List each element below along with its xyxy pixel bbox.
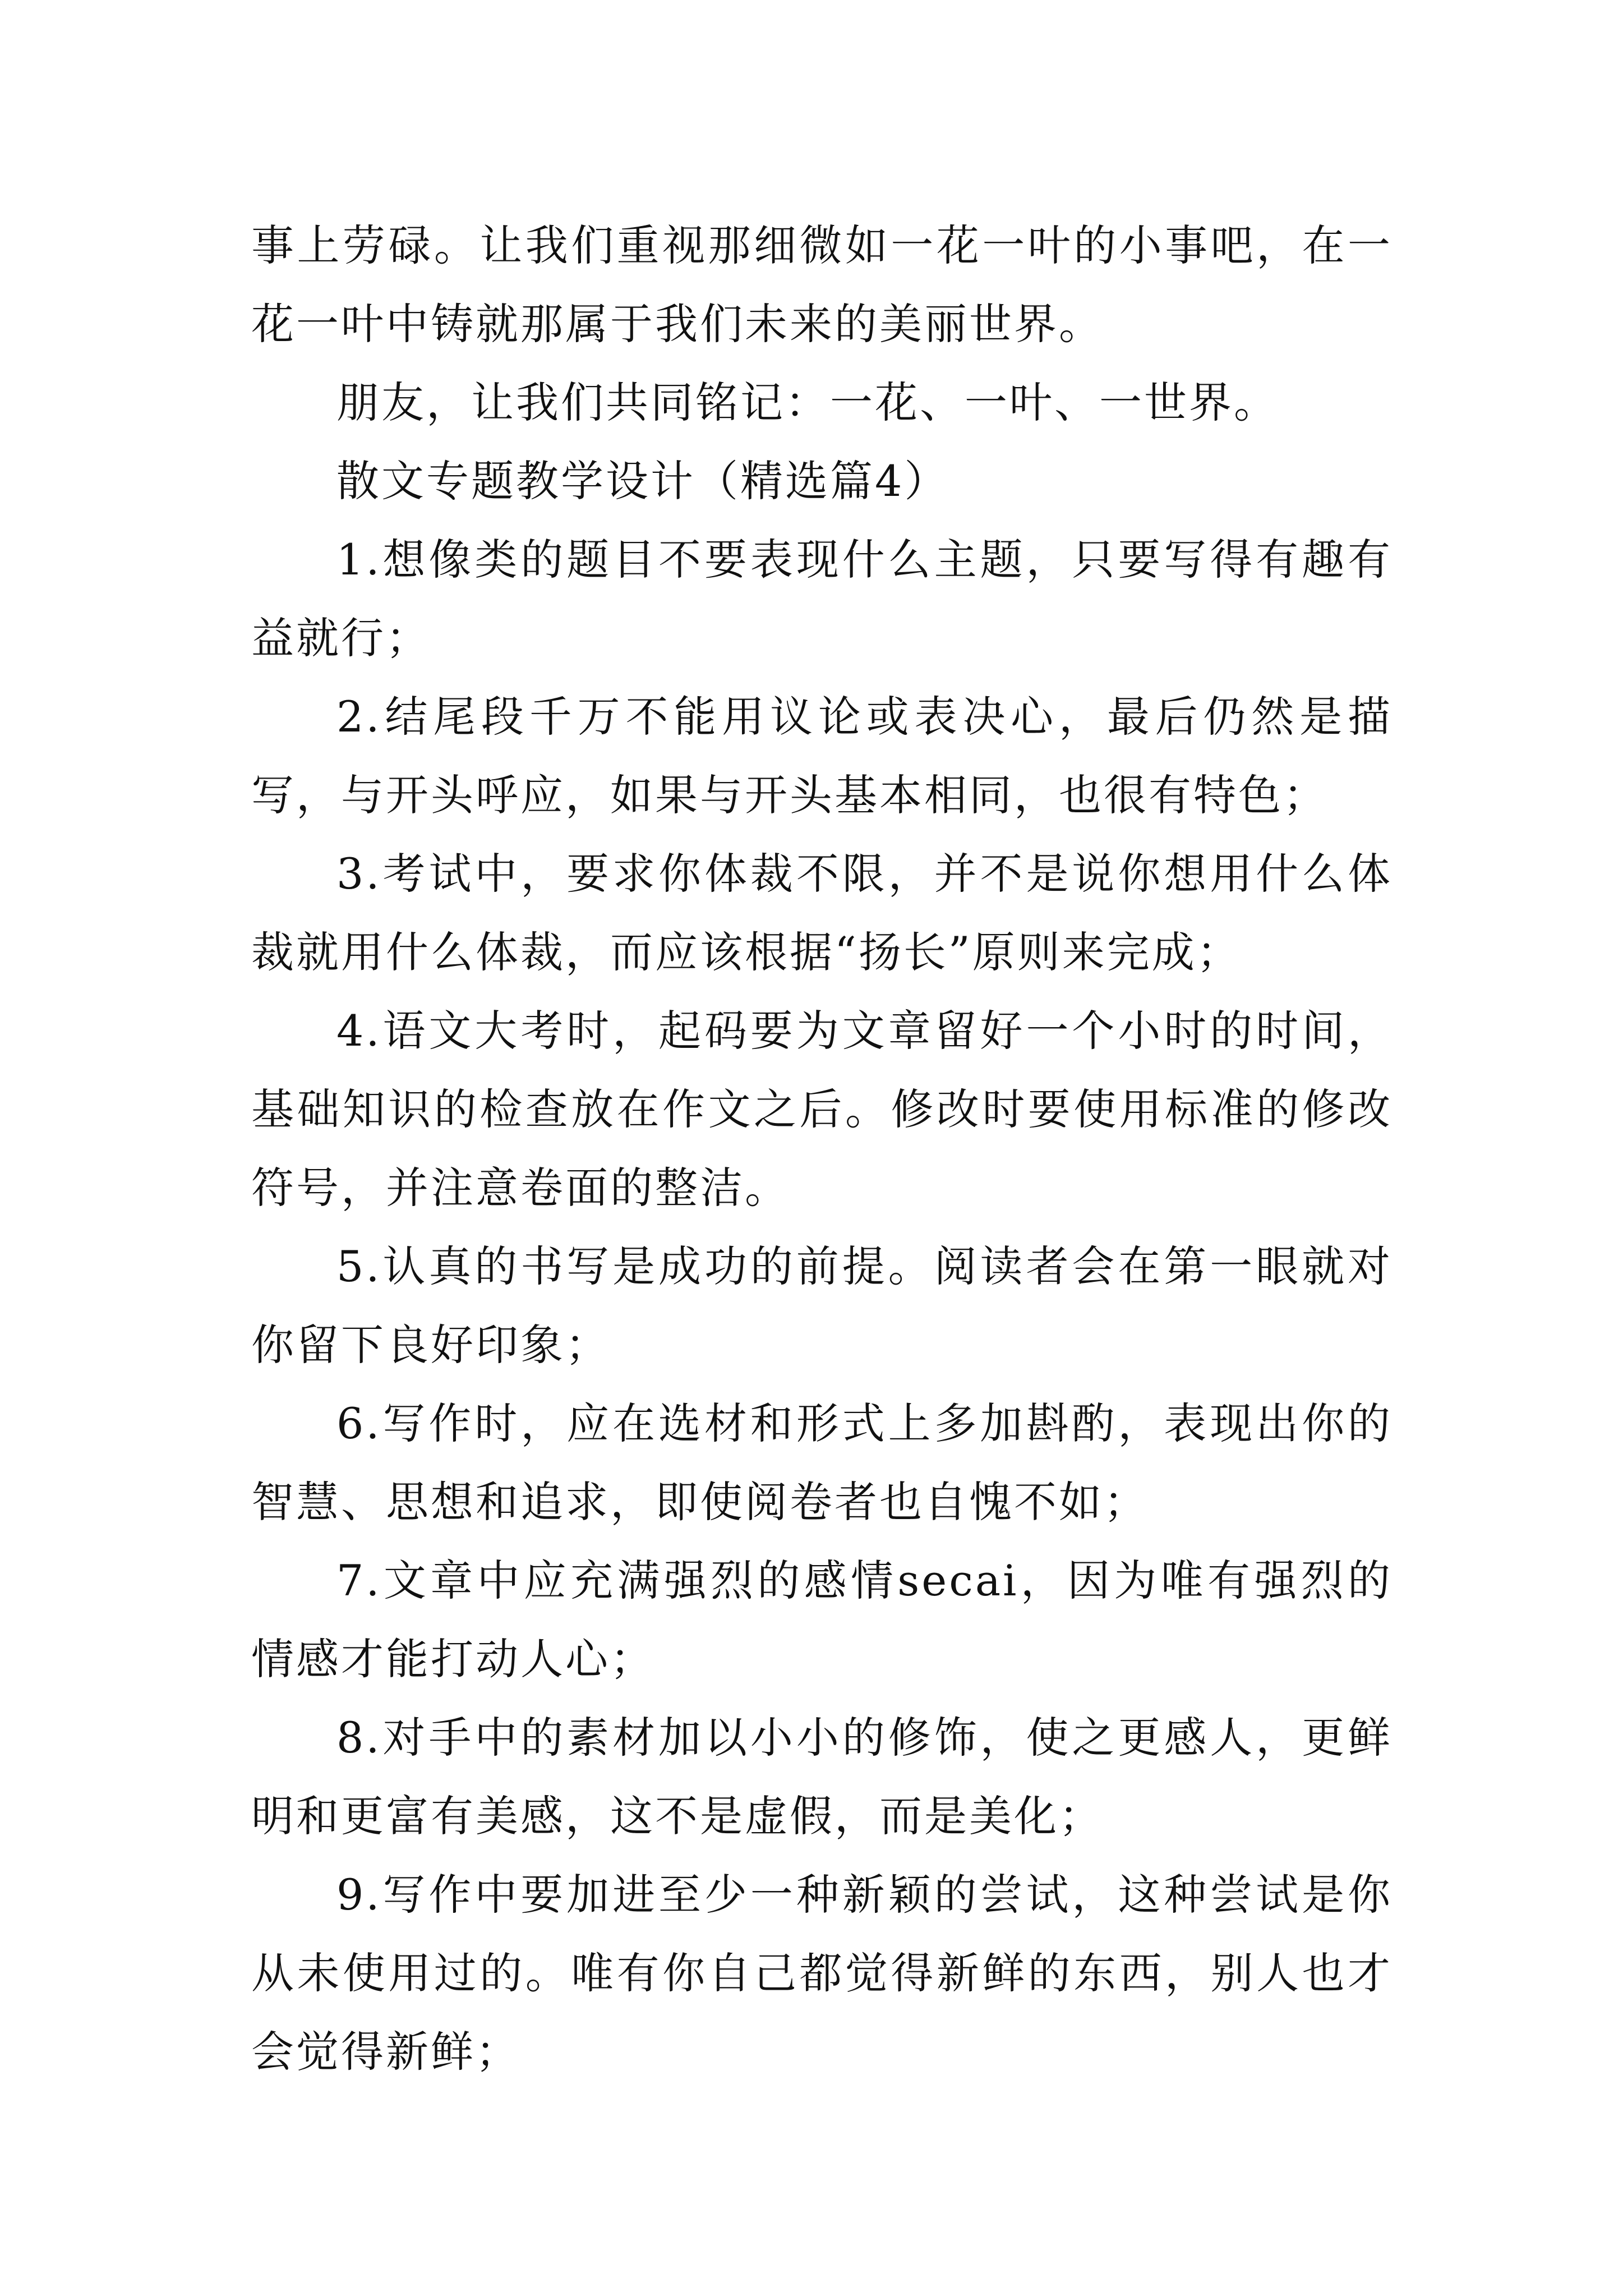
- list-item-2: 2.结尾段千万不能用议论或表决心，最后仍然是描写，与开头呼应，如果与开头基本相同，也很有特色；: [251, 692, 1393, 820]
- section-title: 散文专题教学设计（精选篇4）: [336, 456, 949, 506]
- list-item-8: 8.对手中的素材加以小小的修饰，使之更感人，更鲜明和更富有美感，这不是虚假，而是美化；: [251, 1713, 1393, 1841]
- list-item-7: 7.文章中应充满强烈的感情secai，因为唯有强烈的情感才能打动人心；: [251, 1556, 1393, 1684]
- paragraph-continuation: 事上劳碌。让我们重视那细微如一花一叶的小事吧，在一花一叶中铸就那属于我们未来的美丽世界。: [251, 220, 1393, 349]
- list-item-6: 6.写作时，应在选材和形式上多加斟酌，表现出你的智慧、思想和追求，即使阅卷者也自愧不如；: [251, 1398, 1393, 1527]
- list-item-1: 1.想像类的题目不要表现什么主题，只要写得有趣有益就行；: [251, 535, 1393, 663]
- list-item-3: 3.考试中，要求你体裁不限，并不是说你想用什么体裁就用什么体裁，而应该根据“扬长”原则来完成；: [251, 849, 1393, 977]
- paragraph-closing: 朋友，让我们共同铭记：一花、一叶、一世界。: [336, 378, 1279, 427]
- document-body: [251, 206, 1393, 2091]
- list-item-4: 4.语文大考时，起码要为文章留好一个小时的时间，基础知识的检查放在作文之后。修改时要使用标准的修改符号，并注意卷面的整洁。: [251, 1006, 1393, 1213]
- list-item-9: 9.写作中要加进至少一种新颖的尝试，这种尝试是你从未使用过的。唯有你自己都觉得新鲜的东西，别人也才会觉得新鲜；: [251, 1870, 1393, 2077]
- list-item-5: 5.认真的书写是成功的前提。阅读者会在第一眼就对你留下良好印象；: [251, 1241, 1393, 1370]
